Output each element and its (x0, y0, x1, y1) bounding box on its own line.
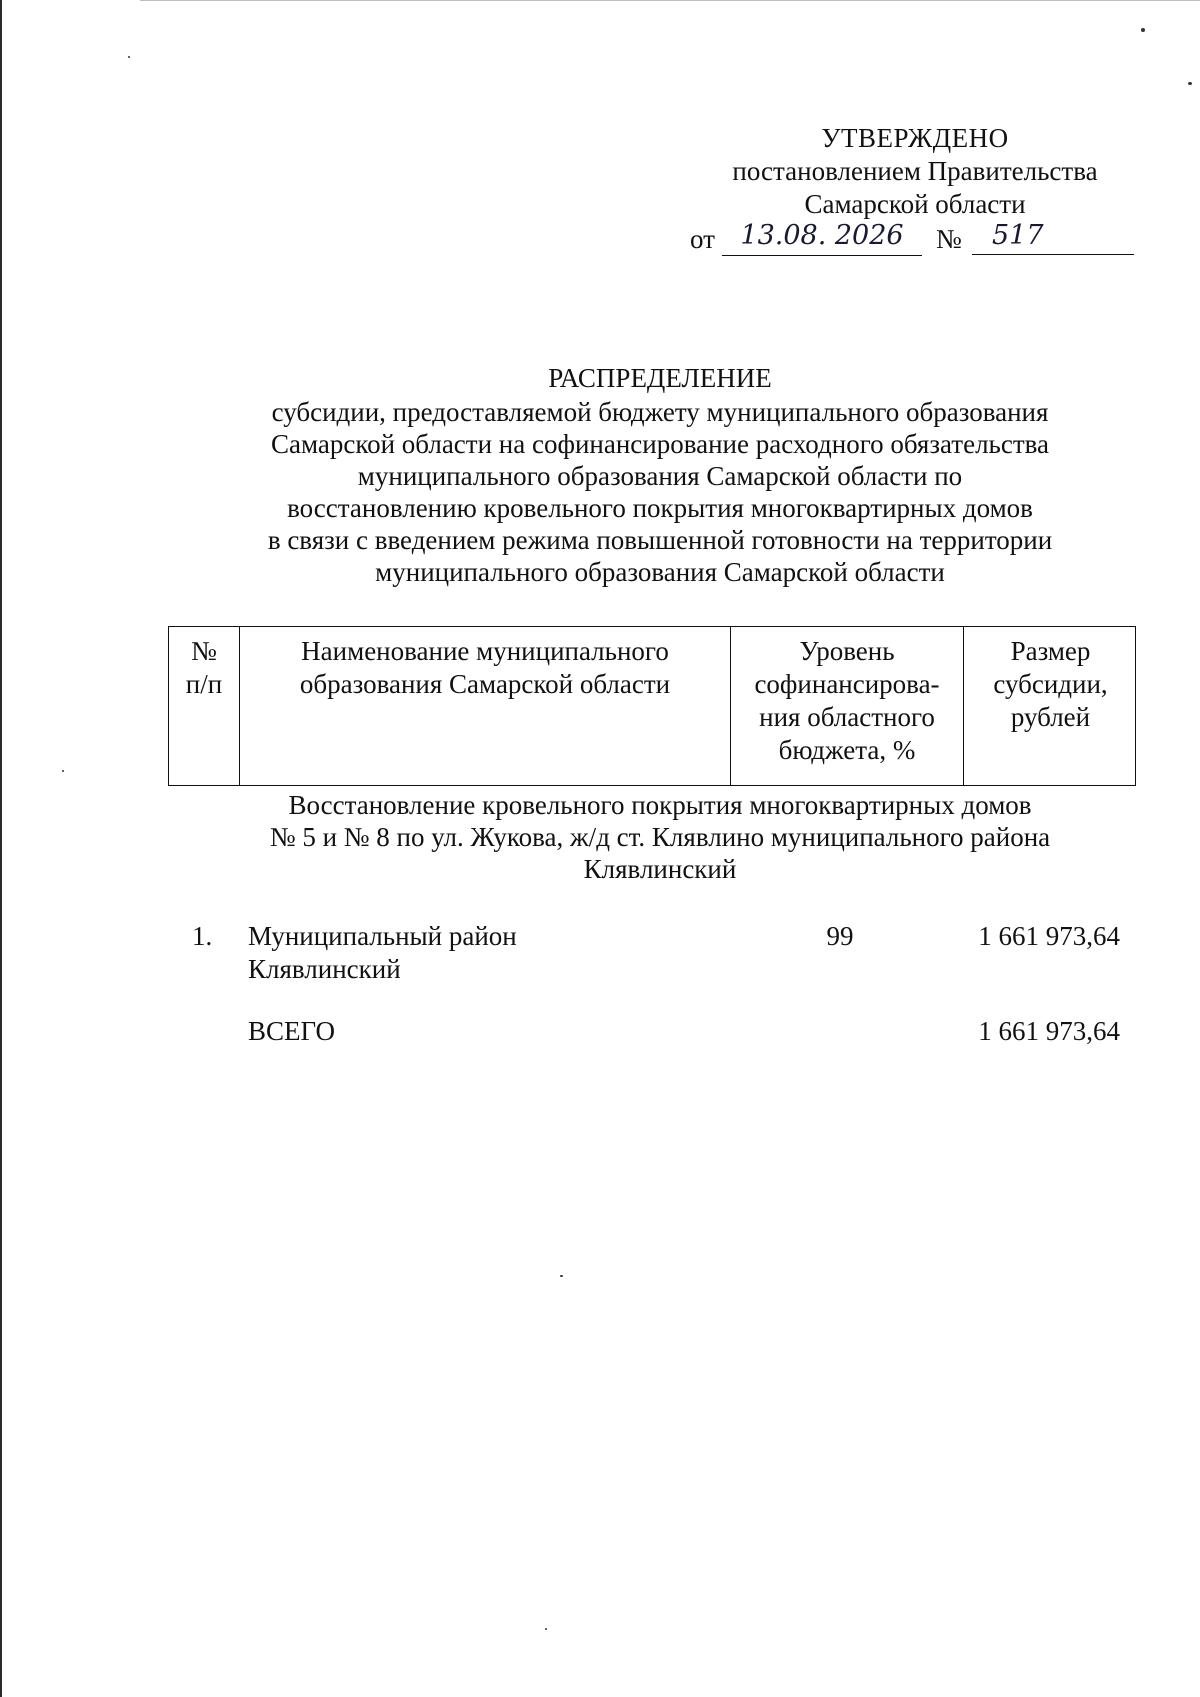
distribution-table-header (168, 626, 1136, 786)
document-title (0, 362, 1200, 395)
header-cell-amount (963, 627, 1137, 785)
subtitle-line: субсидии, предоставляемой бюджету муниципального образования (271, 397, 1049, 427)
row-level: 99 (826, 921, 854, 951)
scan-edge-left (0, 0, 2, 1697)
header-text: ния областного (759, 702, 935, 732)
row-name (248, 920, 668, 986)
section-caption-line: Клявлинский (583, 854, 737, 884)
header-cell-level (730, 627, 963, 785)
header-text: Уровень (799, 636, 895, 666)
table-row (0, 920, 1200, 990)
scan-speck (1188, 82, 1192, 85)
approval-date-handwritten: 13.08. 2026 (722, 219, 922, 256)
scan-speck (62, 770, 64, 772)
row-amount: 1 661 973,64 (978, 921, 1120, 951)
approval-from-label: от (690, 224, 715, 254)
subtitle-line: муниципального образования Самарской области по (357, 461, 963, 491)
row-number: 1. (192, 921, 213, 951)
document-subtitle (100, 396, 1200, 588)
header-cell-number (169, 627, 239, 785)
approval-date-row (690, 220, 1140, 261)
section-caption (160, 789, 1160, 885)
header-text: субсидии, (993, 669, 1108, 699)
header-text: Размер (1010, 636, 1091, 666)
subtitle-line: муниципального образования Самарской области (375, 557, 945, 587)
header-text: № (191, 636, 217, 666)
header-text: бюджета, % (778, 735, 916, 765)
subtitle-line: Самарской области на софинансирование расходного обязательства (270, 429, 1050, 459)
scan-speck (128, 56, 130, 58)
total-amount: 1 661 973,64 (978, 1016, 1120, 1046)
approval-line-2: Самарской области (804, 189, 1026, 219)
header-text: п/п (185, 669, 223, 699)
header-cell-name (239, 627, 730, 785)
approval-line-1: постановлением Правительства (732, 156, 1098, 186)
row-name-line: Муниципальный район (248, 921, 517, 951)
scan-edge-top (140, 0, 1200, 1)
scan-speck (1141, 28, 1145, 32)
approval-title: УТВЕРЖДЕНО (821, 123, 1009, 153)
approval-block (690, 122, 1140, 221)
header-text: образования Самарской области (299, 669, 671, 699)
header-text: Наименование муниципального (301, 636, 669, 666)
approval-number-label: № (936, 224, 962, 254)
section-caption-line: № 5 и № 8 по ул. Жукова, ж/д ст. Клявлино муниципального района (269, 822, 1051, 852)
subtitle-line: в связи с введением режима повышенной готовности на территории (267, 525, 1053, 555)
total-label: ВСЕГО (248, 1016, 335, 1046)
section-caption-line: Восстановление кровельного покрытия многоквартирных домов (288, 790, 1032, 820)
scan-speck (545, 1628, 547, 1630)
total-row (0, 1015, 1200, 1055)
header-text: софинансирова- (754, 669, 940, 699)
document-heading: РАСПРЕДЕЛЕНИЕ (548, 363, 772, 393)
row-name-line: Клявлинский (248, 954, 401, 984)
approval-number-handwritten: 517 (972, 219, 1134, 255)
subtitle-line: восстановлению кровельного покрытия многоквартирных домов (287, 493, 1033, 523)
scan-speck (560, 1275, 563, 1277)
header-text: рублей (1010, 702, 1091, 732)
